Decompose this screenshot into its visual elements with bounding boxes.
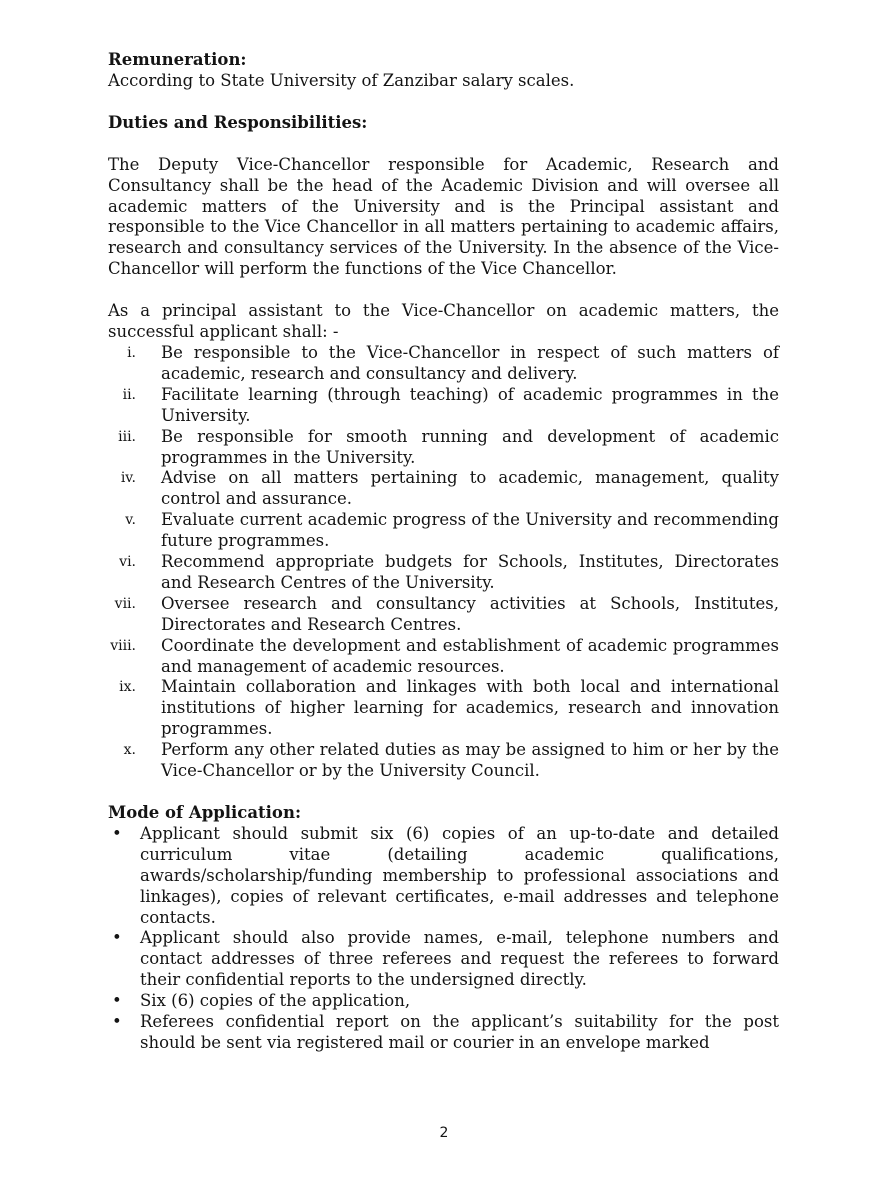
list-item <box>108 552 779 594</box>
list-item <box>108 636 779 678</box>
remuneration-heading: Remuneration: <box>108 50 247 69</box>
duties-paragraph: The Deputy Vice-Chancellor responsible for Academic, Research and Consultancy shall be the head of the Academic Division and will oversee all academic matters of the University and is the Principal assistant and responsible to the Vice Chancellor in all matters pertaining to academic affairs, research and consultancy services of the University. In the absence of the Vice-Chancellor will perform the functions of the Vice Chancellor. <box>108 154 779 279</box>
list-item-text: Applicant should submit six (6) copies of an up-to-date and detailed curriculum vitae (detailing academic qualifications, awards/scholarship/funding membership to professional associations and linkages), copies of relevant certificates, e-mail addresses and telephone contacts. <box>140 823 779 927</box>
list-item-text: Applicant should also provide names, e-mail, telephone numbers and contact addresses of three referees and request the referees to forward their confidential reports to the undersigned directly. <box>140 928 779 990</box>
remuneration-text: According to State University of Zanzibar salary scales. <box>108 70 575 90</box>
list-item-text: Oversee research and consultancy activities at Schools, Institutes, Directorates and Research Centres. <box>161 593 779 634</box>
list-item-text: Coordinate the development and establishment of academic programmes and management of academic resources. <box>161 635 779 676</box>
list-item-number: viii. <box>110 637 136 654</box>
page-content <box>108 50 779 1054</box>
list-item-text: Recommend appropriate budgets for Schools, Institutes, Directorates and Research Centres of the University. <box>161 552 779 592</box>
list-item <box>108 928 779 991</box>
list-item-number: x. <box>123 742 136 759</box>
list-item-text: Evaluate current academic progress of the University and recommending future programmes. <box>161 510 779 551</box>
list-item <box>108 824 779 929</box>
list-item <box>108 510 779 552</box>
list-item <box>108 343 779 385</box>
application-bullet-list <box>108 824 779 1054</box>
list-item <box>108 740 779 782</box>
list-item <box>108 385 779 427</box>
application-heading: Mode of Application: <box>108 803 302 822</box>
list-item-text: Advise on all matters pertaining to academic, management, quality control and assurance. <box>161 468 779 509</box>
page-number: 2 <box>439 1125 449 1141</box>
list-item-number: iv. <box>120 470 136 487</box>
list-item-text: Referees confidential report on the applicant’s suitability for the post should be sent via registered mail or courier in an envelope marked <box>140 1012 779 1052</box>
list-item-number: vii. <box>114 595 136 612</box>
list-item-text: Be responsible for smooth running and development of academic programmes in the University. <box>161 426 779 467</box>
bullet-icon: • <box>112 991 122 1011</box>
list-item-text: Six (6) copies of the application, <box>140 991 411 1011</box>
list-item-number: i. <box>127 344 136 361</box>
list-item <box>108 468 779 510</box>
list-item <box>108 427 779 469</box>
list-item <box>108 1012 779 1054</box>
list-item-number: iii. <box>118 428 136 445</box>
list-item <box>108 677 779 740</box>
duties-intro: As a principal assistant to the Vice-Chancellor on academic matters, the successful applicant shall: - <box>108 301 779 342</box>
list-item-text: Maintain collaboration and linkages with both local and international institutions of higher learning for academics, research and innovation programmes. <box>161 677 779 739</box>
list-item-number: ii. <box>122 386 136 403</box>
bullet-icon: • <box>112 823 122 843</box>
list-item-text: Be responsible to the Vice-Chancellor in respect of such matters of academic, research and consultancy and delivery. <box>161 342 779 383</box>
duties-list <box>108 343 779 782</box>
bullet-icon: • <box>112 928 122 948</box>
list-item-number: v. <box>125 512 136 529</box>
list-item-text: Perform any other related duties as may be assigned to him or her by the Vice-Chancellor or by the University Council. <box>161 740 779 781</box>
list-item-text: Facilitate learning (through teaching) of academic programmes in the University. <box>161 384 779 425</box>
list-item <box>108 991 779 1012</box>
list-item-number: ix. <box>119 679 136 696</box>
bullet-icon: • <box>112 1012 122 1032</box>
duties-heading: Duties and Responsibilities: <box>108 112 368 132</box>
list-item-number: vi. <box>119 554 136 571</box>
list-item <box>108 594 779 636</box>
